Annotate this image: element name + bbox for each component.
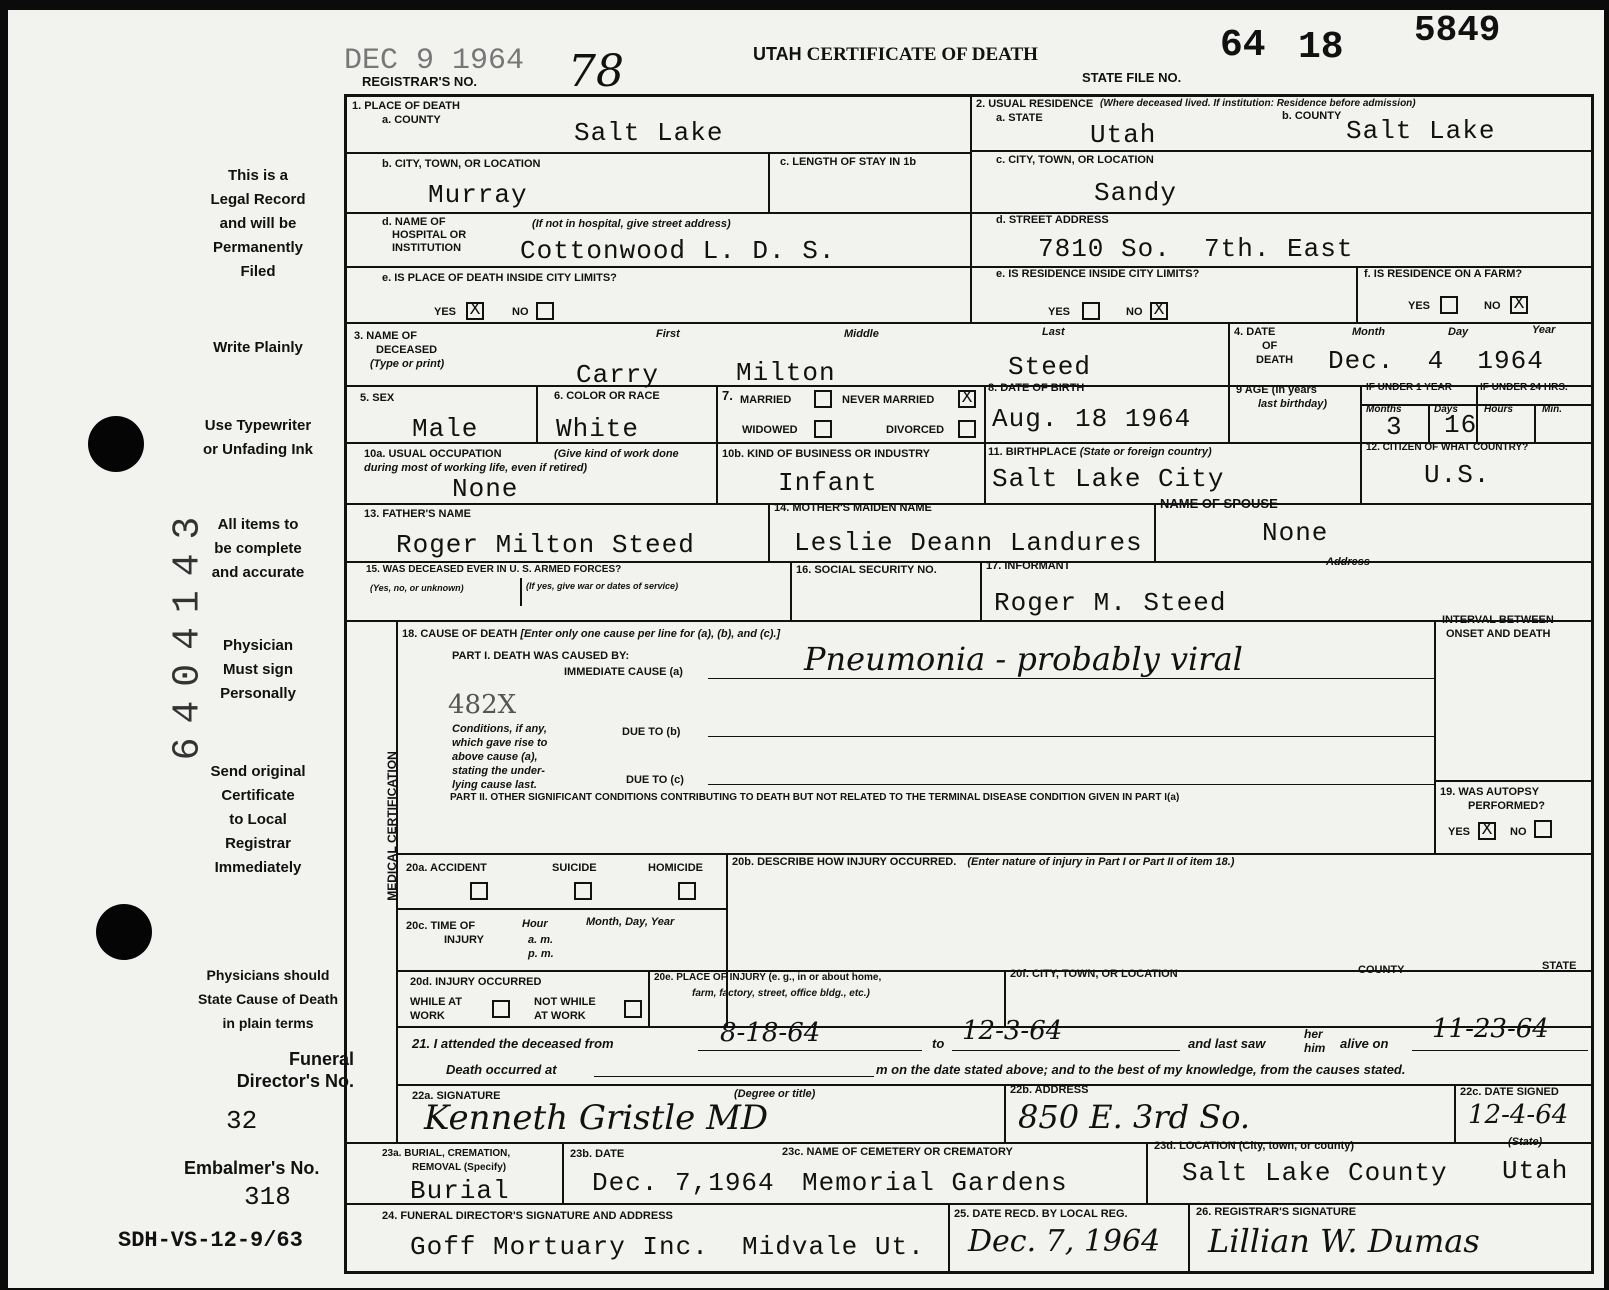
part2-label: PART II. OTHER SIGNIFICANT CONDITIONS CONTRIBUTING TO DEATH BUT NOT RELATED TO THE TERMINAL DISEASE CONDITION GIVEN IN PART I(a) (450, 792, 1180, 803)
physician-signature: Kenneth Gristle MD (424, 1098, 769, 1138)
plain-terms-note (178, 963, 358, 1035)
f19-label-b: PERFORMED? (1468, 800, 1545, 812)
f2-limits-no-checkbox[interactable]: X (1150, 302, 1168, 320)
f2-limits-yes-checkbox[interactable] (1082, 302, 1100, 320)
side-line: Permanently (212, 239, 304, 256)
side-line: Filed (240, 263, 276, 280)
conditions-note (452, 722, 547, 792)
f23d-state: Utah (1502, 1156, 1569, 1186)
f7-widowed-label: WIDOWED (742, 424, 798, 436)
interval-label-b: ONSET AND DEATH (1446, 628, 1551, 640)
not-while-a: NOT WHILE (534, 996, 596, 1008)
due-to-b-label: DUE TO (b) (622, 726, 681, 738)
f24-label: 24. FUNERAL DIRECTOR'S SIGNATURE AND ADDRESS (382, 1210, 673, 1222)
f1-yes-label: YES (434, 306, 457, 318)
not-while-at-work-checkbox[interactable] (624, 1000, 642, 1018)
f23d-state-label: (State) (1508, 1136, 1543, 1148)
f2-farm-no-label: NO (1484, 300, 1501, 312)
f1-limits-label: e. IS PLACE OF DEATH INSIDE CITY LIMITS? (382, 272, 617, 284)
f15-note-a: (Yes, no, or unknown) (370, 583, 464, 593)
side-line: Immediately (214, 859, 302, 876)
f23d-label: 23d. LOCATION (City, town, or county) (1154, 1140, 1355, 1152)
f11-note: (State or foreign country) (1079, 446, 1212, 458)
f24-value: Goff Mortuary Inc. Midvale Ut. (410, 1232, 925, 1262)
f17-address-label: Address (1326, 556, 1371, 568)
f16-label: 16. SOCIAL SECURITY NO. (796, 564, 937, 576)
f20c-label-a: 20c. TIME OF (406, 920, 476, 932)
f9-days-label: Days (1434, 404, 1458, 415)
f18-label-text: 18. CAUSE OF DEATH (402, 628, 518, 640)
f20e-label: 20e. PLACE OF INJURY (e. g., in or about home, (654, 972, 882, 983)
f10b-value: Infant (778, 468, 878, 498)
while-work-b: WORK (410, 1010, 445, 1022)
degree-label: (Degree or title) (734, 1088, 816, 1100)
attended-to-date: 12-3-64 (962, 1016, 1063, 1046)
alive-on-date: 11-23-64 (1432, 1014, 1549, 1044)
f2-street: 7810 So. 7th. East (1038, 234, 1354, 264)
f12-value: U.S. (1424, 460, 1491, 490)
f17-value: Roger M. Steed (994, 588, 1227, 618)
punch-hole (88, 416, 144, 472)
f18-label (402, 628, 780, 640)
f4-date: Dec. 4 1964 (1328, 346, 1544, 376)
side-line: Legal Record (210, 191, 306, 208)
f26-value: Lillian W. Dumas (1208, 1222, 1480, 1260)
f1-city: Murray (428, 180, 528, 210)
f1-no-label: NO (512, 306, 529, 318)
hour-label: Hour (522, 918, 548, 930)
f4-label-b: OF (1262, 340, 1278, 352)
f3-last-label: Last (1042, 326, 1065, 338)
f1-county: Salt Lake (574, 118, 724, 148)
f8-value: Aug. 18 1964 (992, 404, 1192, 434)
f22b-label: 22b. ADDRESS (1010, 1084, 1089, 1096)
f23c-value: Memorial Gardens (802, 1168, 1068, 1198)
f18-note: [Enter only one cause per line for (a), (b), and (c).] (520, 628, 781, 640)
due-to-c-label: DUE TO (c) (626, 774, 684, 786)
while-work-a: WHILE AT (410, 996, 462, 1008)
side-line: Certificate (221, 787, 295, 804)
f1-yes-checkbox[interactable]: X (466, 302, 484, 320)
last-saw-label: and last saw (1188, 1036, 1266, 1051)
her-label: her (1304, 1027, 1323, 1041)
side-line: Use Typewriter (204, 417, 312, 434)
homicide-label: HOMICIDE (648, 862, 703, 874)
file-no-county: 18 (1298, 26, 1344, 69)
file-no-number: 5849 (1414, 10, 1501, 51)
serial-number-vertical: 6404143 (166, 502, 210, 761)
f10b-label: 10b. KIND OF BUSINESS OR INDUSTRY (722, 448, 931, 460)
f7-label: 7. (722, 388, 733, 403)
side-line: Personally (220, 685, 296, 702)
f11-label (988, 446, 1212, 458)
conditions-line: lying cause last. (452, 779, 537, 791)
funeral-director-label (184, 1048, 354, 1092)
embalmer-label: Embalmer's No. (184, 1158, 320, 1178)
f2-state: Utah (1090, 120, 1157, 150)
f2-state-label: a. STATE (996, 112, 1043, 124)
f20f-label: 20f. CITY, TOWN, OR LOCATION (1010, 968, 1178, 980)
interval-label-a: INTERVAL BETWEEN (1442, 614, 1554, 626)
knowledge-statement: m on the date stated above; and to the best of my knowledge, from the causes stated. (876, 1062, 1406, 1077)
f5-label: 5. SEX (360, 392, 395, 404)
funeral-director-no: 32 (226, 1106, 258, 1136)
f13-value: Roger Milton Steed (396, 530, 695, 560)
title-main: CERTIFICATE OF DEATH (806, 44, 1038, 65)
f14-value: Leslie Deann Landures (794, 528, 1143, 558)
f9-label-b: last birthday) (1258, 398, 1328, 410)
f23c-label: 23c. NAME OF CEMETERY OR CREMATORY (782, 1146, 1013, 1158)
f7-divorced-label: DIVORCED (886, 424, 945, 436)
suicide-label: SUICIDE (552, 862, 597, 874)
f12-label: 12. CITIZEN OF WHAT COUNTRY? (1366, 442, 1529, 453)
suicide-checkbox[interactable] (574, 882, 592, 900)
f21-label: 21. I attended the deceased from (412, 1036, 614, 1051)
f2-label: 2. USUAL RESIDENCE (976, 98, 1094, 110)
f2-city-label: c. CITY, TOWN, OR LOCATION (996, 154, 1154, 166)
f2-note: (Where deceased lived. If institution: Residence before admission) (1100, 98, 1416, 109)
write-plainly-note: Write Plainly (213, 339, 303, 356)
immediate-cause-label: IMMEDIATE CAUSE (a) (564, 666, 683, 678)
attended-from-date: 8-18-64 (720, 1018, 821, 1048)
f1-hospital-label-a: d. NAME OF (382, 216, 446, 228)
side-line: State Cause of Death (197, 991, 339, 1007)
f23a-value: Burial (410, 1176, 510, 1206)
f2-limits-label: e. IS RESIDENCE INSIDE CITY LIMITS? (996, 268, 1200, 280)
punch-hole (96, 904, 152, 960)
f20b-label-text: 20b. DESCRIBE HOW INJURY OCCURRED. (732, 856, 957, 868)
f2-farm-label: f. IS RESIDENCE ON A FARM? (1364, 268, 1523, 280)
f11-label-text: 11. BIRTHPLACE (988, 446, 1077, 458)
f2-county: Salt Lake (1346, 116, 1496, 146)
f1-hospital-label-b: HOSPITAL OR (392, 229, 467, 241)
f8-label: 8. DATE OF BIRTH (988, 382, 1085, 394)
f9-under-year: IF UNDER 1 YEAR (1366, 382, 1452, 393)
f10a-label: 10a. USUAL OCCUPATION (364, 448, 502, 460)
autopsy-yes-label: YES (1448, 826, 1471, 838)
medical-certification-vertical: MEDICAL CERTIFICATION (385, 751, 399, 901)
registrar-no: 78 (568, 46, 624, 97)
f3-first-label: First (656, 328, 680, 340)
conditions-line: which gave rise to (452, 737, 548, 749)
to-label: to (932, 1036, 945, 1051)
autopsy-no-label: NO (1510, 826, 1527, 838)
f4-month-label: Month (1352, 326, 1385, 338)
f7-never-married-checkbox[interactable]: X (958, 390, 976, 408)
date-signed: 12-4-64 (1468, 1100, 1569, 1130)
registrar-no-label: REGISTRAR'S NO. (362, 74, 478, 89)
spouse-label: NAME OF SPOUSE (1160, 496, 1278, 511)
legal-record-note (178, 164, 338, 284)
f1-label: 1. PLACE OF DEATH (352, 100, 460, 112)
side-line: All items to (217, 516, 299, 533)
conditions-line: above cause (a), (452, 751, 538, 763)
side-line: Funeral (288, 1049, 354, 1069)
f2-street-label: d. STREET ADDRESS (996, 214, 1109, 226)
date-stamp: DEC 9 1964 (344, 44, 525, 78)
f20a-label: 20a. ACCIDENT (406, 862, 487, 874)
f15-label: 15. WAS DECEASED EVER IN U. S. ARMED FORCES? (366, 564, 622, 575)
f2-yes-label: YES (1048, 306, 1071, 318)
f3-last: Steed (1008, 352, 1092, 382)
accident-checkbox[interactable] (470, 882, 488, 900)
f15-note-b: (If yes, give war or dates of service) (526, 581, 679, 591)
f2-farm-yes-checkbox[interactable] (1440, 296, 1458, 314)
state-label: STATE (1542, 960, 1577, 972)
f23b-value: Dec. 7,1964 (592, 1168, 775, 1198)
f2-city: Sandy (1094, 178, 1178, 208)
f19-label-a: 19. WAS AUTOPSY (1440, 786, 1540, 798)
f9-label-a: 9 AGE (In years (1236, 384, 1317, 396)
f3-middle-label: Middle (844, 328, 879, 340)
f9-days: 16 (1444, 410, 1478, 440)
side-line: Registrar (225, 835, 291, 852)
f3-middle: Milton (736, 358, 836, 388)
f7-married-checkbox[interactable] (814, 390, 832, 408)
month-day-year-label: Month, Day, Year (586, 916, 675, 928)
state-file-label: STATE FILE NO. (1082, 70, 1182, 85)
f11-value: Salt Lake City (992, 464, 1225, 494)
f20b-note: (Enter nature of injury in Part I or Part II of item 18.) (967, 856, 1235, 868)
spouse-value: None (1262, 518, 1329, 548)
f23a-label-b: REMOVAL (Specify) (412, 1162, 507, 1173)
cause-code: 482X (448, 690, 517, 720)
side-line: and accurate (211, 564, 305, 581)
f25-label: 25. DATE RECD. BY LOCAL REG. (954, 1208, 1128, 1220)
certificate-title (753, 44, 1038, 66)
him-label: him (1304, 1041, 1326, 1055)
side-line: or Unfading Ink (203, 441, 313, 458)
f25-value: Dec. 7, 1964 (968, 1224, 1161, 1259)
f23a-label-a: 23a. BURIAL, CREMATION, (382, 1148, 511, 1159)
f6-value: White (556, 414, 640, 444)
f17-label: 17. INFORMANT (986, 560, 1071, 572)
f10a-note-a: (Give kind of work done (554, 448, 679, 460)
f22c-label: 22c. DATE SIGNED (1460, 1086, 1559, 1098)
f4-label-c: DEATH (1256, 354, 1294, 366)
f2-farm-yes-label: YES (1408, 300, 1431, 312)
f1-hospital-label-c: INSTITUTION (392, 242, 462, 254)
am-label: a. m. (528, 934, 554, 946)
f20d-label: 20d. INJURY OCCURRED (410, 976, 542, 988)
f1-county-label: a. COUNTY (382, 114, 441, 126)
f13-label: 13. FATHER'S NAME (364, 508, 471, 520)
autopsy-no-checkbox[interactable] (1534, 820, 1552, 838)
side-line: Director's No. (236, 1071, 354, 1091)
certificate-page (8, 10, 1604, 1288)
autopsy-yes-checkbox[interactable]: X (1478, 822, 1496, 840)
conditions-line: Conditions, if any, (452, 723, 547, 735)
f2-county-label: b. COUNTY (1282, 110, 1342, 122)
f26-label: 26. REGISTRAR'S SIGNATURE (1196, 1206, 1357, 1218)
death-occurred-label: Death occurred at (446, 1062, 557, 1077)
side-line: and will be (219, 215, 297, 232)
f2-no-label: NO (1126, 306, 1143, 318)
f9-months-label: Months (1366, 404, 1402, 415)
title-state: UTAH (753, 44, 807, 64)
f7-married-label: MARRIED (740, 394, 792, 406)
pm-label: p. m. (528, 948, 554, 960)
f1-hospital-note: (If not in hospital, give street address) (532, 218, 731, 230)
f20e-label-b: farm, factory, street, office bldg., etc.) (692, 988, 870, 999)
f22a-label: 22a. SIGNATURE (412, 1090, 501, 1102)
f4-label-a: 4. DATE (1234, 326, 1276, 338)
alive-on-label: alive on (1340, 1036, 1389, 1051)
f4-day-label: Day (1448, 326, 1469, 338)
form-code: SDH-VS-12-9/63 (118, 1228, 303, 1253)
f9-min-label: Min. (1542, 404, 1562, 415)
homicide-checkbox[interactable] (678, 882, 696, 900)
immediate-cause: Pneumonia - probably viral (804, 640, 1243, 678)
side-line: Physician (222, 637, 294, 654)
f3-label: 3. NAME OF (354, 330, 417, 342)
f7-divorced-checkbox[interactable] (958, 420, 976, 438)
f3-label-c: (Type or print) (370, 358, 445, 370)
f23d-value: Salt Lake County (1182, 1158, 1448, 1188)
side-line: Must sign (223, 661, 293, 678)
f9-hours-label: Hours (1484, 404, 1513, 415)
county-label: COUNTY (1358, 964, 1405, 976)
f10a-value: None (452, 474, 519, 504)
f7-never-married-label: NEVER MARRIED (842, 394, 935, 406)
side-line: Send original (210, 763, 306, 780)
f10a-note-b: during most of working life, even if retired) (364, 462, 588, 474)
f1-no-checkbox[interactable] (536, 302, 554, 320)
conditions-line: stating the under- (452, 765, 545, 777)
side-line: to Local (229, 811, 287, 828)
not-while-b: AT WORK (534, 1010, 586, 1022)
f3-first: Carry (576, 360, 660, 390)
physician-address: 850 E. 3rd So. (1018, 1098, 1251, 1136)
f9-months: 3 (1386, 412, 1403, 442)
f1-hospital: Cottonwood L. D. S. (520, 236, 836, 266)
part1-label: PART I. DEATH WAS CAUSED BY: (452, 650, 630, 662)
f2-farm-no-checkbox[interactable]: X (1510, 296, 1528, 314)
f23b-label: 23b. DATE (570, 1148, 625, 1160)
side-line: This is a (227, 167, 289, 184)
side-line: Physicians should (206, 967, 330, 983)
f4-year-label: Year (1532, 324, 1556, 336)
embalmer-no: 318 (244, 1182, 291, 1212)
f7-widowed-checkbox[interactable] (814, 420, 832, 438)
f1-city-label: b. CITY, TOWN, OR LOCATION (382, 158, 541, 170)
while-at-work-checkbox[interactable] (492, 1000, 510, 1018)
side-line: in plain terms (222, 1015, 314, 1031)
f14-label: 14. MOTHER'S MAIDEN NAME (774, 502, 932, 514)
f5-value: Male (412, 414, 479, 444)
side-line: be complete (214, 540, 302, 557)
f6-label: 6. COLOR OR RACE (554, 390, 660, 402)
f9-under-hrs: IF UNDER 24 HRS. (1480, 382, 1568, 393)
f20b-label (732, 856, 1234, 868)
f1-stay-label: c. LENGTH OF STAY IN 1b (780, 156, 917, 168)
f3-label-b: DECEASED (376, 344, 438, 356)
f20c-label-b: INJURY (444, 934, 484, 946)
file-no-year: 64 (1220, 24, 1266, 67)
